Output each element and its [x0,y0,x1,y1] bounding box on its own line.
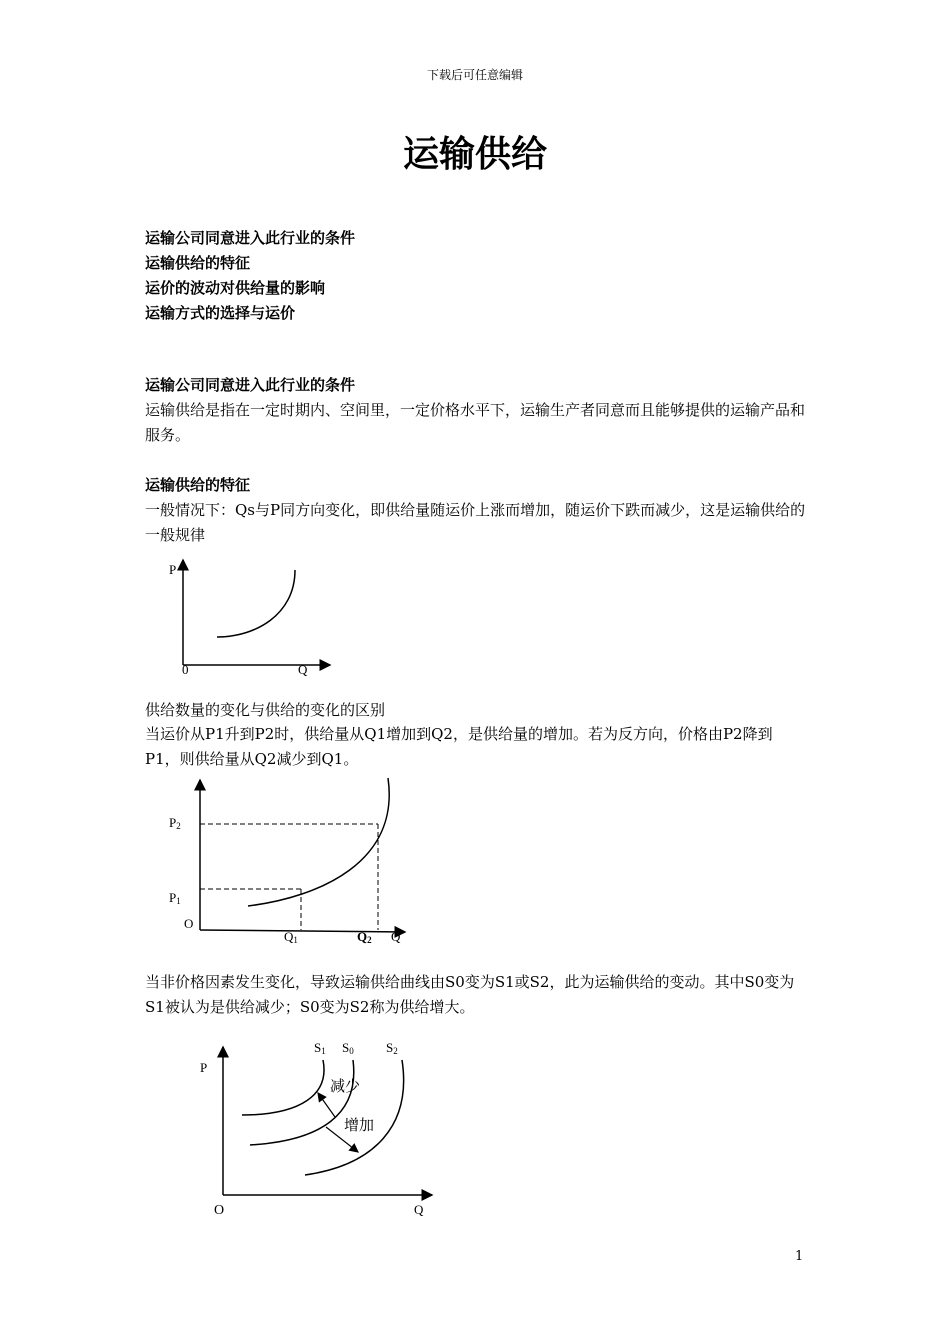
section-heading: 运输公司同意进入此行业的条件 [145,376,356,394]
supply-curve-diagram [160,555,350,680]
toc-item: 运价的波动对供给量的影响 [145,279,326,297]
decrease-label: 减少 [330,1079,361,1095]
s0-label: S0 [342,1040,354,1056]
toc-item: 运输方式的选择与运价 [145,304,296,322]
increase-label: 增加 [344,1118,375,1134]
toc-item: 运输供给的特征 [145,254,251,272]
supply-curve [217,570,295,637]
supply-curve [248,778,389,906]
header-note: 下载后可任意编辑 [426,68,523,82]
s0-curve [250,1060,354,1145]
page-title: 运输供给 [402,134,547,175]
section-paragraph: 一般情况下：Qs与P同方向变化，即供给量随运价上涨而增加，随运价下跌而减少，这是运输供给的一般规律 [145,501,806,544]
table-of-contents [145,226,355,326]
x-axis-label: Q [391,929,401,944]
section-subheading: 供给数量的变化与供给的变化的区别 [145,701,386,719]
p1-label: P1 [169,890,181,906]
s1-curve [242,1060,324,1115]
decrease-arrow [318,1093,335,1117]
y-axis-label: P [169,562,177,577]
supply-shift-diagram [190,1035,450,1225]
origin-label: O [214,1203,225,1218]
q1-label: Q1 [284,929,298,945]
section-heading: 运输供给的特征 [145,476,251,494]
q2-label: Q2 [357,929,372,945]
origin-label: 0 [182,662,189,677]
toc-item: 运输公司同意进入此行业的条件 [145,229,356,247]
page-number: 1 [795,1249,804,1264]
p2-label: P2 [169,815,181,831]
origin-label: O [184,916,194,931]
x-axis-label: Q [298,662,308,677]
supply-quantity-change-diagram [160,772,420,950]
section-paragraph: 当运价从P1升到P2时，供给量从Q1增加到Q2，是供给量的增加。若为反方向，价格由P2降到P1，则供给量从Q2减少到Q1。 [145,725,773,768]
section-paragraph: 当非价格因素发生变化，导致运输供给曲线由S0变为S1或S2，此为运输供给的变动。其中S0变为S1被认为是供给减少；S0变为S2称为供给增大。 [145,973,795,1016]
x-axis-label: Q [414,1202,424,1217]
x-axis [200,930,405,932]
s1-label: S1 [314,1040,326,1056]
y-axis-label: P [200,1060,208,1075]
section-paragraph: 运输供给是指在一定时期内、空间里，一定价格水平下，运输生产者同意而且能够提供的运输产品和服务。 [145,401,806,444]
s2-label: S2 [386,1040,398,1056]
